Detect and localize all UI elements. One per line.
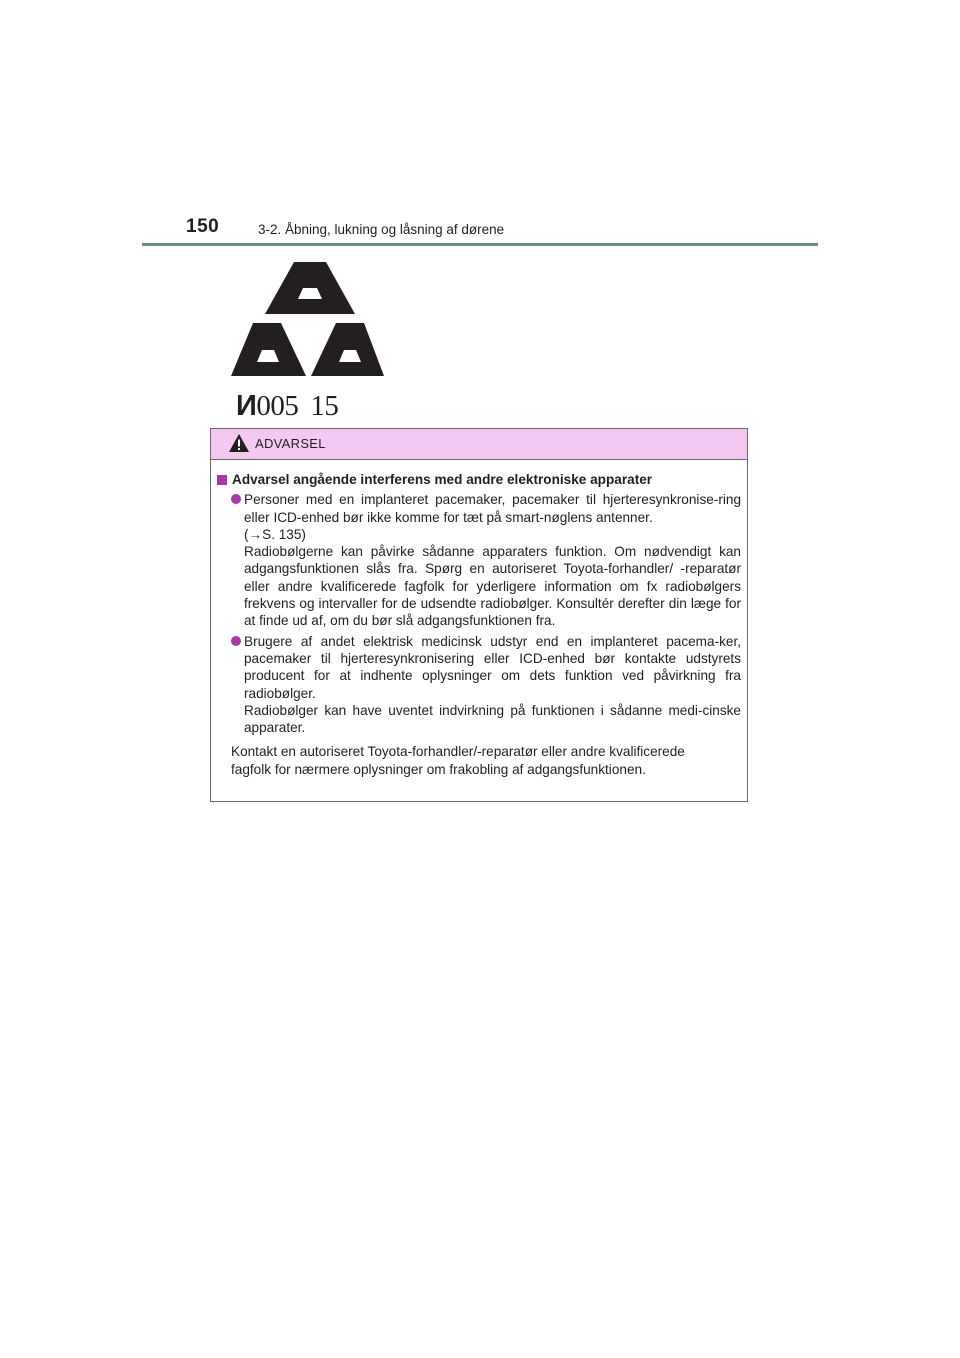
approval-code-main: 005 bbox=[256, 390, 299, 422]
header-rule bbox=[142, 243, 818, 246]
warning-title: ADVARSEL bbox=[255, 436, 326, 451]
warning-subheading bbox=[217, 471, 741, 488]
warning-subheading-text: Advarsel angående interferens med andre elektroniske apparater bbox=[232, 472, 653, 487]
warning-body bbox=[211, 460, 747, 778]
bullet-paragraph: Radiobølger kan have uventet indvirkning på funktionen i sådanne medi-cinske apparater. bbox=[244, 702, 741, 736]
warning-closing bbox=[231, 743, 741, 778]
section-title: 3-2. Åbning, lukning og låsning af dørene bbox=[258, 222, 505, 237]
page-number: 150 bbox=[186, 216, 220, 237]
warning-header bbox=[211, 429, 747, 460]
dot-bullet-icon bbox=[231, 636, 241, 646]
bullet-paragraph: Brugere af andet elektrisk medicinsk udstyr end en implanteret pacema-ker, pacemaker til hjerteresynkronisering eller ICD-enhed bør kontakte udstyrets producent for at indhente oplysninger om dets funktion ved påvirkning fra radiobølger. bbox=[244, 633, 741, 701]
warning-triangle-icon bbox=[228, 433, 250, 453]
approval-code-suffix: 15 bbox=[310, 390, 339, 422]
approval-code-prefix: И bbox=[236, 390, 257, 422]
bullet-paragraph: Personer med en implanteret pacemaker, pacemaker til hjerteresynkronise-ring eller ICD-enhed bør ikke komme for tæt på smart-nøglens antenner. bbox=[244, 492, 741, 525]
warning-box bbox=[210, 428, 748, 802]
list-item bbox=[231, 633, 741, 737]
list-item bbox=[231, 491, 741, 629]
square-bullet-icon bbox=[217, 475, 227, 485]
closing-line: Kontakt en autoriseret Toyota-forhandler/-reparatør eller andre kvalificerede bbox=[231, 744, 685, 760]
approval-code bbox=[236, 391, 338, 421]
dot-bullet-icon bbox=[231, 494, 241, 504]
bullet-paragraph: Radiobølgerne kan påvirke sådanne apparaters funktion. Om nødvendigt kan adgangsfunktionen slås fra. Spørg en autoriseret Toyota-forhandler/ -reparatør eller andre kvalificerede fagfolk for yderligere information om fx radiobølgers frekvens og intervaller for de udsendte radiobølger. Konsultér derefter din læge for at finde ud af, om du bør slå adgangsfunktionen fra. bbox=[244, 544, 741, 629]
page-reference: (→S. 135) bbox=[244, 526, 306, 542]
closing-line: fagfolk for nærmere oplysninger om frakobling af adgangsfunktionen. bbox=[231, 761, 646, 777]
